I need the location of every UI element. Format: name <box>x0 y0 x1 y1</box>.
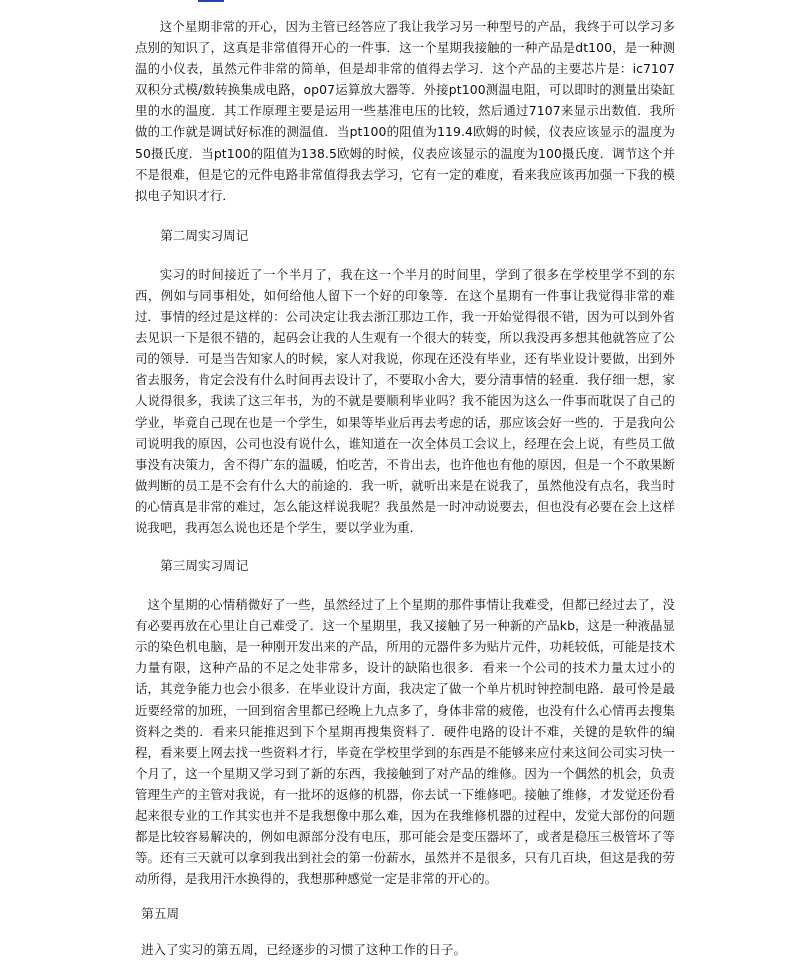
paragraph-week-one: 这个星期非常的开心，因为主管已经答应了我让我学习另一种型号的产品，我终于可以学习多点别的知识了，这真是非常值得开心的一件事．这一个星期我接触的一种产品是dt100，是一种测温的小仪表，虽然元件非常的简单，但是却非常的值得去学习．这个产品的主要芯片是：ic7107双积分式模/数转换集成电路，op07运算放大器等．外接pt100测温电阻，可以即时的测量出染缸里的水的温度．其工作原理主要是运用一些基准电压的比较，然后通过7107来显示出数值．我所做的工作就是调试好标准的测温值．当pt100的阻值为119.4欧姆的时候，仪表应该显示的温度为50摄氏度．当pt100的阻值为138.5欧姆的时候，仪表应该显示的温度为100摄氏度．调节这个并不是很难，但是它的元件电路非常值得我去学习，它有一定的难度，看来我应该再加强一下我的模拟电子知识才行． <box>135 19 675 203</box>
document-body <box>135 8 675 960</box>
paragraph-week-five: 进入了实习的第五周，已经逐步的习惯了这种工作的日子。 <box>141 942 466 958</box>
heading-week-three: 第三周实习周记 <box>160 558 249 574</box>
top-link-underline <box>198 0 224 2</box>
heading-week-two: 第二周实习周记 <box>160 227 249 243</box>
paragraph-week-two: 实习的时间接近了一个半月了，我在这一个半月的时间里，学到了很多在学校里学不到的东西，例如与同事相处，如何给他人留下一个好的印象等．在这个星期有一件事让我觉得非常的难过．事情的经过是这样的：公司决定让我去浙江那边工作，我一开始觉得很不错，因为可以到外省去见识一下是很不错的，起码会让我的人生观有一个很大的转变，所以我没再多想其他就答应了公司的领导．可是当告知家人的时候，家人对我说，你现在还没有毕业，还有毕业设计要做，出到外省去服务，肯定会没有什么时间再去设计了，不要取小舍大，要分清事情的轻重．我仔细一想，家人说得很多，我读了这三年书，为的不就是要顺利毕业吗？我不能因为这么一件事而耽误了自己的学业，毕竟自己现在也是一个学生，如果等毕业后再去考虑的话，那应该会好一些的．于是我向公司说明我的原因，公司也没有说什么，谁知道在一次全体员工会议上，经理在会上说，有些员工做事没有决策力，舍不得广东的温暖，怕吃苦，不肯出去，也许他也有他的原因，但是一个不敢果断做判断的员工是不会有什么大的前途的．我一听，就听出来是在说我了，虽然他没有点名，我当时的心情真是非常的难过，怎么能这样说我呢？我虽然是一时冲动说要去，但也没有必要在会上这样说我吧，我再怎么说也还是个学生，要以学业为重． <box>135 266 675 535</box>
paragraph-week-three: 这个星期的心情稍微好了一些，虽然经过了上个星期的那件事情让我难受，但都已经过去了，没有必要再放在心里让自己难受了．这一个星期里，我又接触了另一种新的产品kb，这是一种液晶显示的染色机电脑，是一种刚开发出来的产品，所用的元器件多为贴片元件，功耗较低，可能是技术力量有限，这种产品的不足之处非常多，设计的缺陷也很多．看来一个公司的技术力量太过小的话，其竞争能力也会小很多．在毕业设计方面，我决定了做一个单片机时钟控制电路．最可怜是最近要经常的加班，一回到宿舍里都已经晚上九点多了，身体非常的疲倦，也没有什么心情再去搜集资料之类的．看来只能推迟到下个星期再搜集资料了．硬件电路的设计不难，关键的是软件的编程，看来要上网去找一些资料才行，毕竟在学校里学到的东西是不能够来应付来这间公司实习快一个月了，这一个星期又学习到了新的东西，我接触到了对产品的维修。因为一个偶然的机会，负责管理生产的主管对我说，有一批坏的返修的机器，你去试一下维修吧。接触了维修，才发觉还份看起来很专业的工作其实也并不是我想像中那么难，因为在我维修机器的过程中，发觉大部份的问题都是比较容易解决的，例如电源部分没有电压，那可能会是变压器坏了，或者是稳压三极管坏了等等。还有三天就可以拿到我出到社会的第一份薪水，虽然并不是很多，只有几百块，但这是我的劳动所得，是我用汗水换得的，我想那种感觉一定是非常的开心的。 <box>135 597 675 887</box>
heading-week-five: 第五周 <box>141 906 180 922</box>
